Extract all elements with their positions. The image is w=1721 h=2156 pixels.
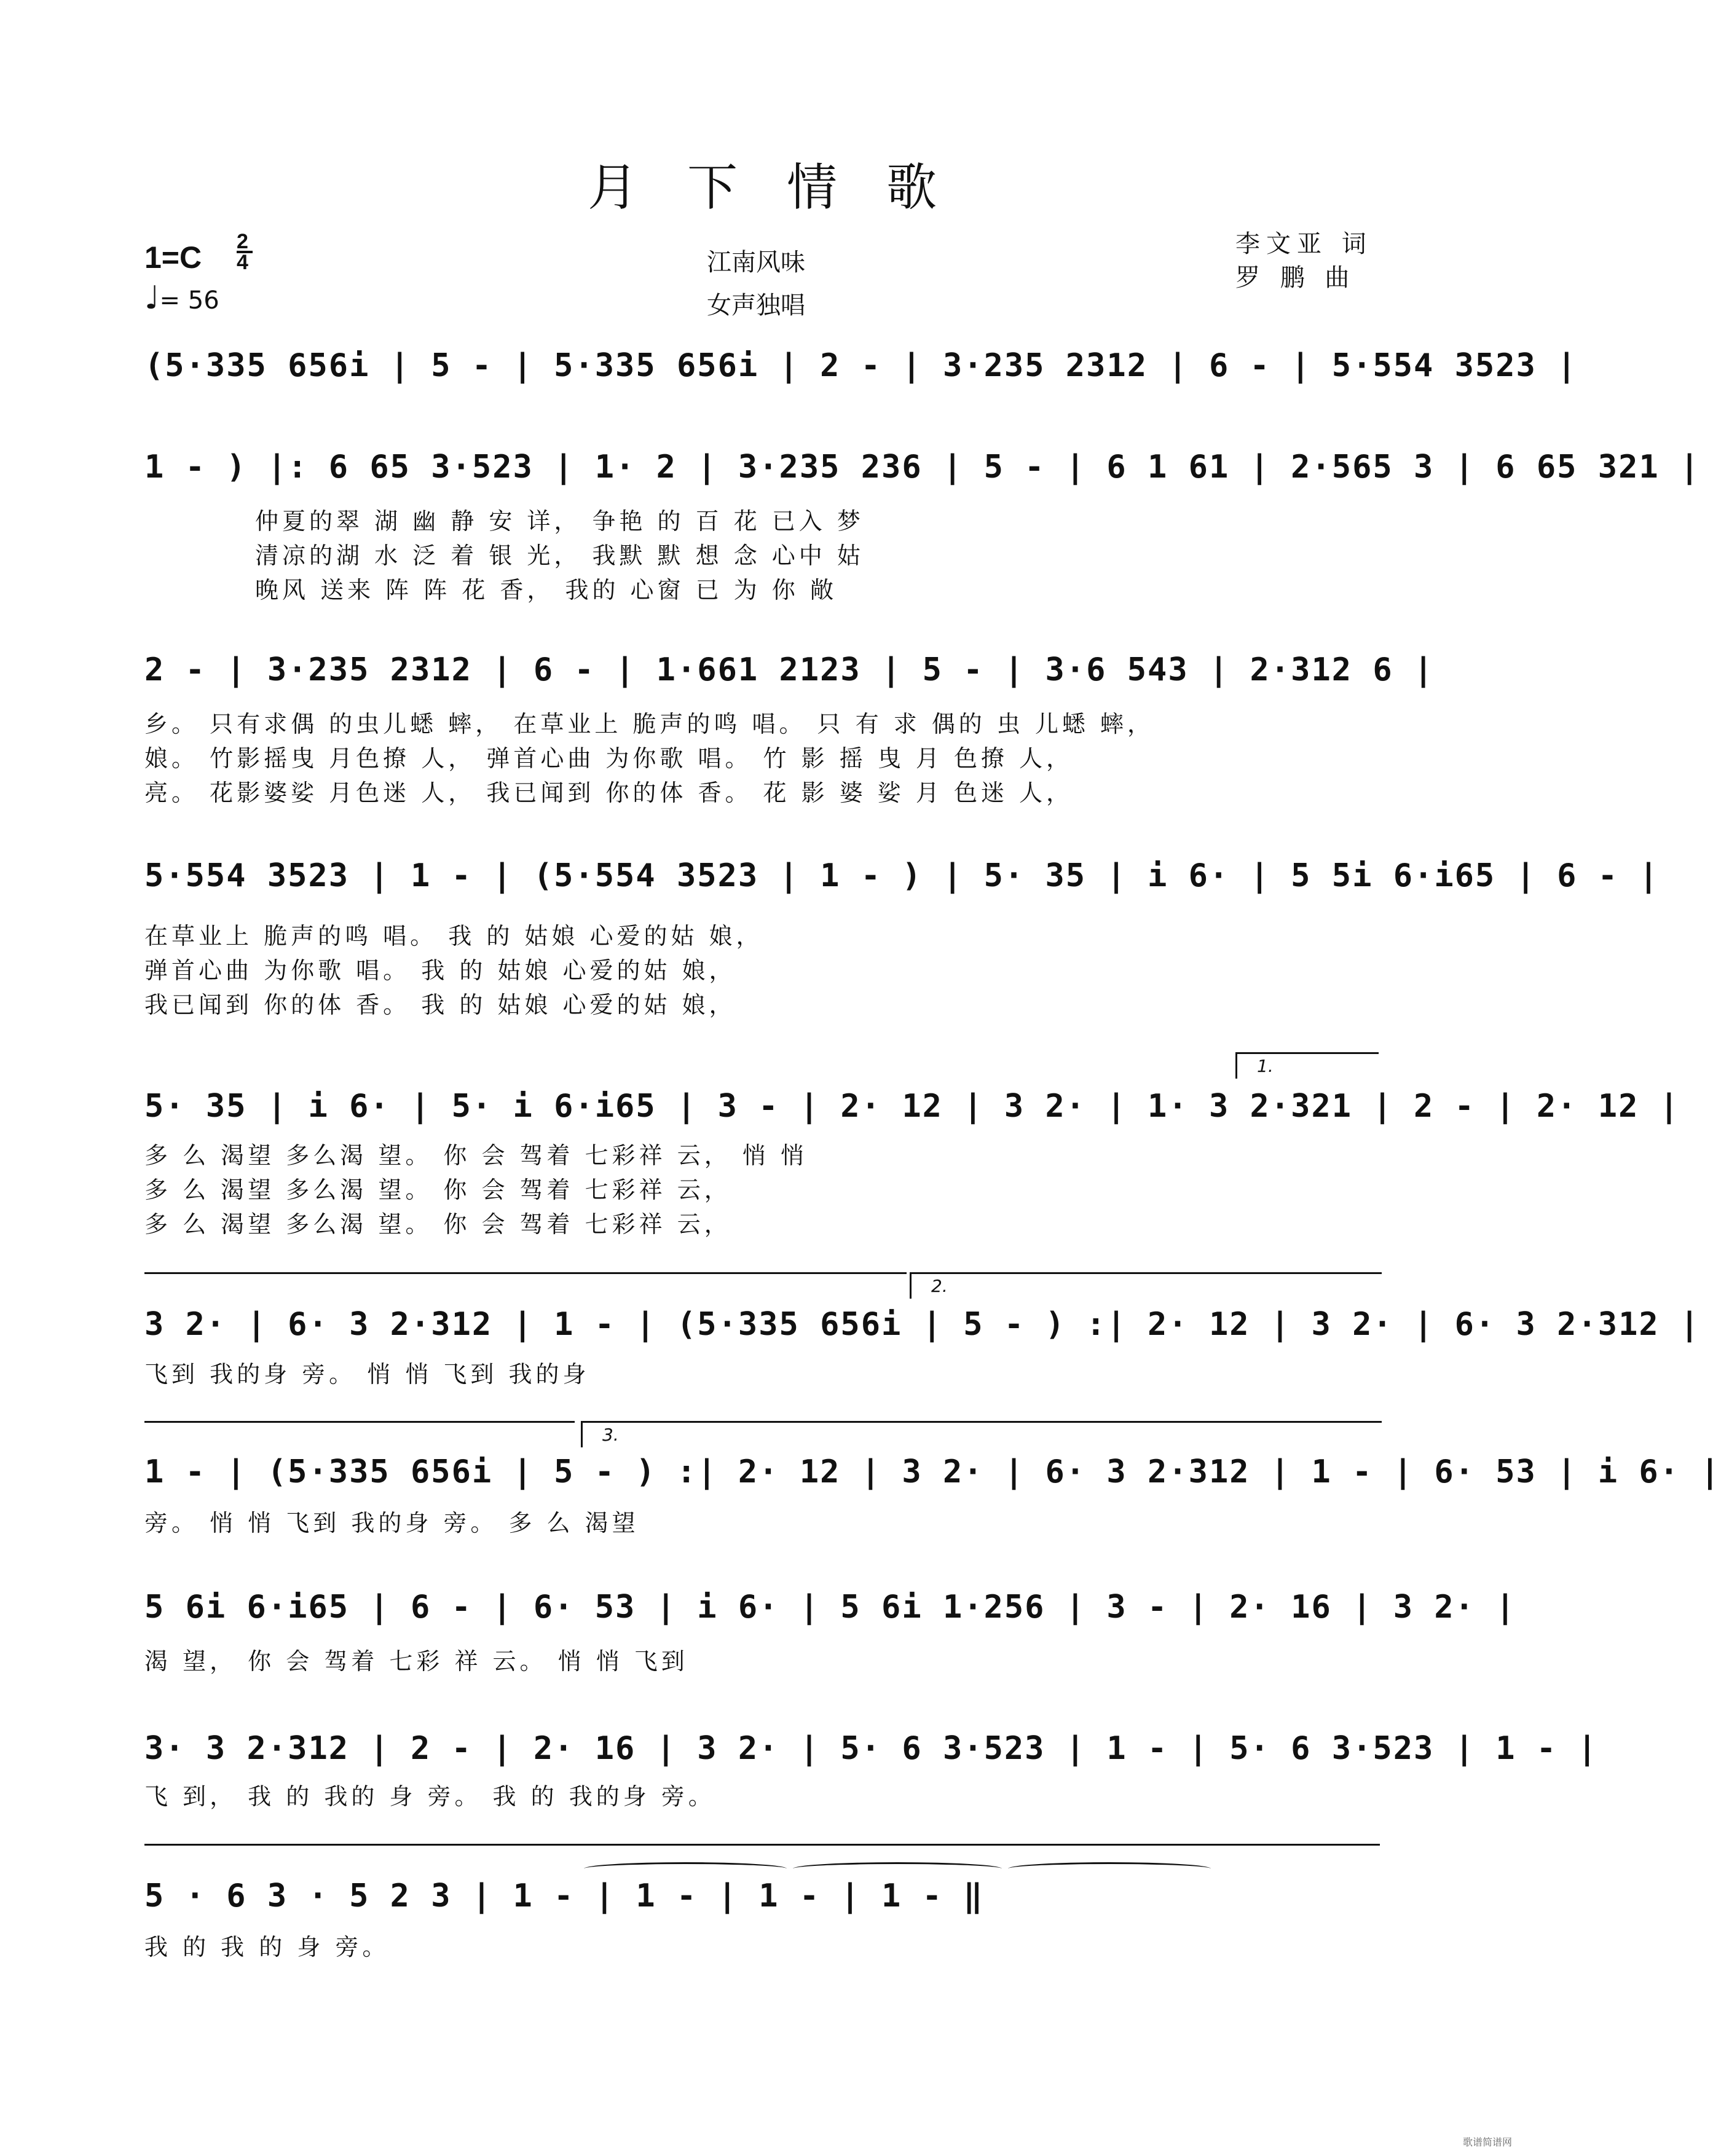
- tie-arc-2: [793, 1862, 1002, 1875]
- tempo-value: = 56: [159, 286, 219, 315]
- system-2-lyric-3: 晚风 送来 阵 阵 花 香， 我的 心窗 已 为 你 敞: [255, 576, 837, 604]
- system-5-lyric-1: 多 么 渴望 多么渴 望。 你 会 驾着 七彩祥 云， 悄 悄: [144, 1142, 808, 1169]
- system-1-notes: (5·335 656i | 5 - | 5·335 656i | 2 - | 3·235 2312 | 6 - | 5·554 3523 |: [144, 347, 1578, 384]
- system-4-lyric-1: 在草业上 脆声的鸣 唱。 我 的 姑娘 心爱的姑 娘，: [144, 923, 763, 950]
- coda-line: [144, 1844, 1380, 1846]
- system-5-lyric-3: 多 么 渴望 多么渴 望。 你 会 驾着 七彩祥 云，: [144, 1211, 731, 1238]
- lyricist-credit: 李文亚 词: [1235, 230, 1372, 258]
- system-5-notes: 5· 35 | i 6· | 5· i 6·i65 | 3 - | 2· 12 | 3 2· | 1· 3 2·321 | 2 - | 2· 12 |: [144, 1088, 1680, 1125]
- volta-3-label: 3.: [602, 1425, 619, 1445]
- system-6-lyric-1: 飞到 我的身 旁。 悄 悄 飞到 我的身: [144, 1361, 590, 1388]
- system-7-notes: 1 - | (5·335 656i | 5 - ) :| 2· 12 | 3 2· | 6· 3 2·312 | 1 - | 6· 53 | i 6· |: [144, 1454, 1721, 1490]
- system-8-lyric-1: 渴 望， 你 会 驾着 七彩 祥 云。 悄 悄 飞到: [144, 1648, 688, 1675]
- system-9-lyric-1: 飞 到， 我 的 我的 身 旁。 我 的 我的身 旁。: [144, 1783, 715, 1810]
- tempo-marking: [144, 280, 219, 317]
- system-3-lyric-2: 娘。 竹影摇曳 月色撩 人， 弹首心曲 为你歌 唱。 竹 影 摇 曳 月 色撩 人，: [144, 745, 1074, 772]
- quarter-note-icon: ♩: [144, 280, 160, 317]
- system-7-lyric-1: 旁。 悄 悄 飞到 我的身 旁。 多 么 渴望: [144, 1509, 639, 1536]
- volta-2-extension: [144, 1421, 575, 1423]
- system-3-lyric-3: 亮。 花影婆娑 月色迷 人， 我已闻到 你的体 香。 花 影 婆 娑 月 色迷 人，: [144, 779, 1074, 806]
- volta-1-label: 1.: [1257, 1056, 1274, 1076]
- system-3-lyric-1: 乡。 只有求偶 的虫儿蟋 蟀， 在草业上 脆声的鸣 唱。 只 有 求 偶的 虫 儿蟋 蟀，: [144, 710, 1155, 738]
- system-4-lyric-3: 我已闻到 你的体 香。 我 的 姑娘 心爱的姑 娘，: [144, 991, 736, 1018]
- system-2-notes: 1 - ) |: 6 65 3·523 | 1· 2 | 3·235 236 | 5 - | 6 1 61 | 2·565 3 | 6 65 321 |: [144, 449, 1701, 486]
- composer-credit: 罗 鹏 曲: [1235, 264, 1356, 292]
- system-2-lyric-1: 仲夏的翠 湖 幽 静 安 详， 争艳 的 百 花 已入 梦: [255, 508, 864, 535]
- system-9-notes: 3· 3 2·312 | 2 - | 2· 16 | 3 2· | 5· 6 3·523 | 1 - | 5· 6 3·523 | 1 - |: [144, 1730, 1598, 1767]
- volta-1-extension: [144, 1272, 907, 1274]
- time-signature: [237, 232, 253, 272]
- style-label: 江南风味: [707, 248, 805, 277]
- song-title: 月下情歌: [587, 159, 986, 217]
- system-4-notes: 5·554 3523 | 1 - | (5·554 3523 | 1 - ) | 5· 35 | i 6· | 5 5i 6·i65 | 6 - |: [144, 857, 1660, 894]
- system-6-notes: 3 2· | 6· 3 2·312 | 1 - | (5·335 656i | 5 - ) :| 2· 12 | 3 2· | 6· 3 2·312 |: [144, 1306, 1701, 1343]
- time-signature-top: 2: [237, 230, 248, 253]
- system-5-lyric-2: 多 么 渴望 多么渴 望。 你 会 驾着 七彩祥 云，: [144, 1176, 731, 1203]
- system-10-notes: 5 · 6 3 · 5 2 3 | 1 - | 1 - | 1 - | 1 - ‖: [144, 1878, 984, 1914]
- system-10-lyric-1: 我 的 我 的 身 旁。: [144, 1934, 390, 1961]
- system-2-lyric-2: 清凉的湖 水 泛 着 银 光， 我默 默 想 念 心中 姑: [255, 542, 864, 569]
- time-signature-bottom: 4: [237, 251, 248, 274]
- volta-2-bracket: [910, 1272, 1382, 1299]
- performance-label: 女声独唱: [707, 291, 805, 320]
- system-4-lyric-2: 弹首心曲 为你歌 唱。 我 的 姑娘 心爱的姑 娘，: [144, 957, 736, 984]
- site-watermark: 歌谱简谱网: [1462, 2136, 1512, 2148]
- system-3-notes: 2 - | 3·235 2312 | 6 - | 1·661 2123 | 5 - | 3·6 543 | 2·312 6 |: [144, 651, 1435, 688]
- volta-3-bracket: [581, 1421, 1382, 1447]
- volta-2-label: 2.: [931, 1276, 948, 1296]
- tie-arc-3: [1008, 1862, 1211, 1875]
- tie-arc-1: [584, 1862, 787, 1875]
- key-signature: 1=C: [144, 240, 202, 275]
- system-8-notes: 5 6i 6·i65 | 6 - | 6· 53 | i 6· | 5 6i 1·256 | 3 - | 2· 16 | 3 2· |: [144, 1589, 1516, 1626]
